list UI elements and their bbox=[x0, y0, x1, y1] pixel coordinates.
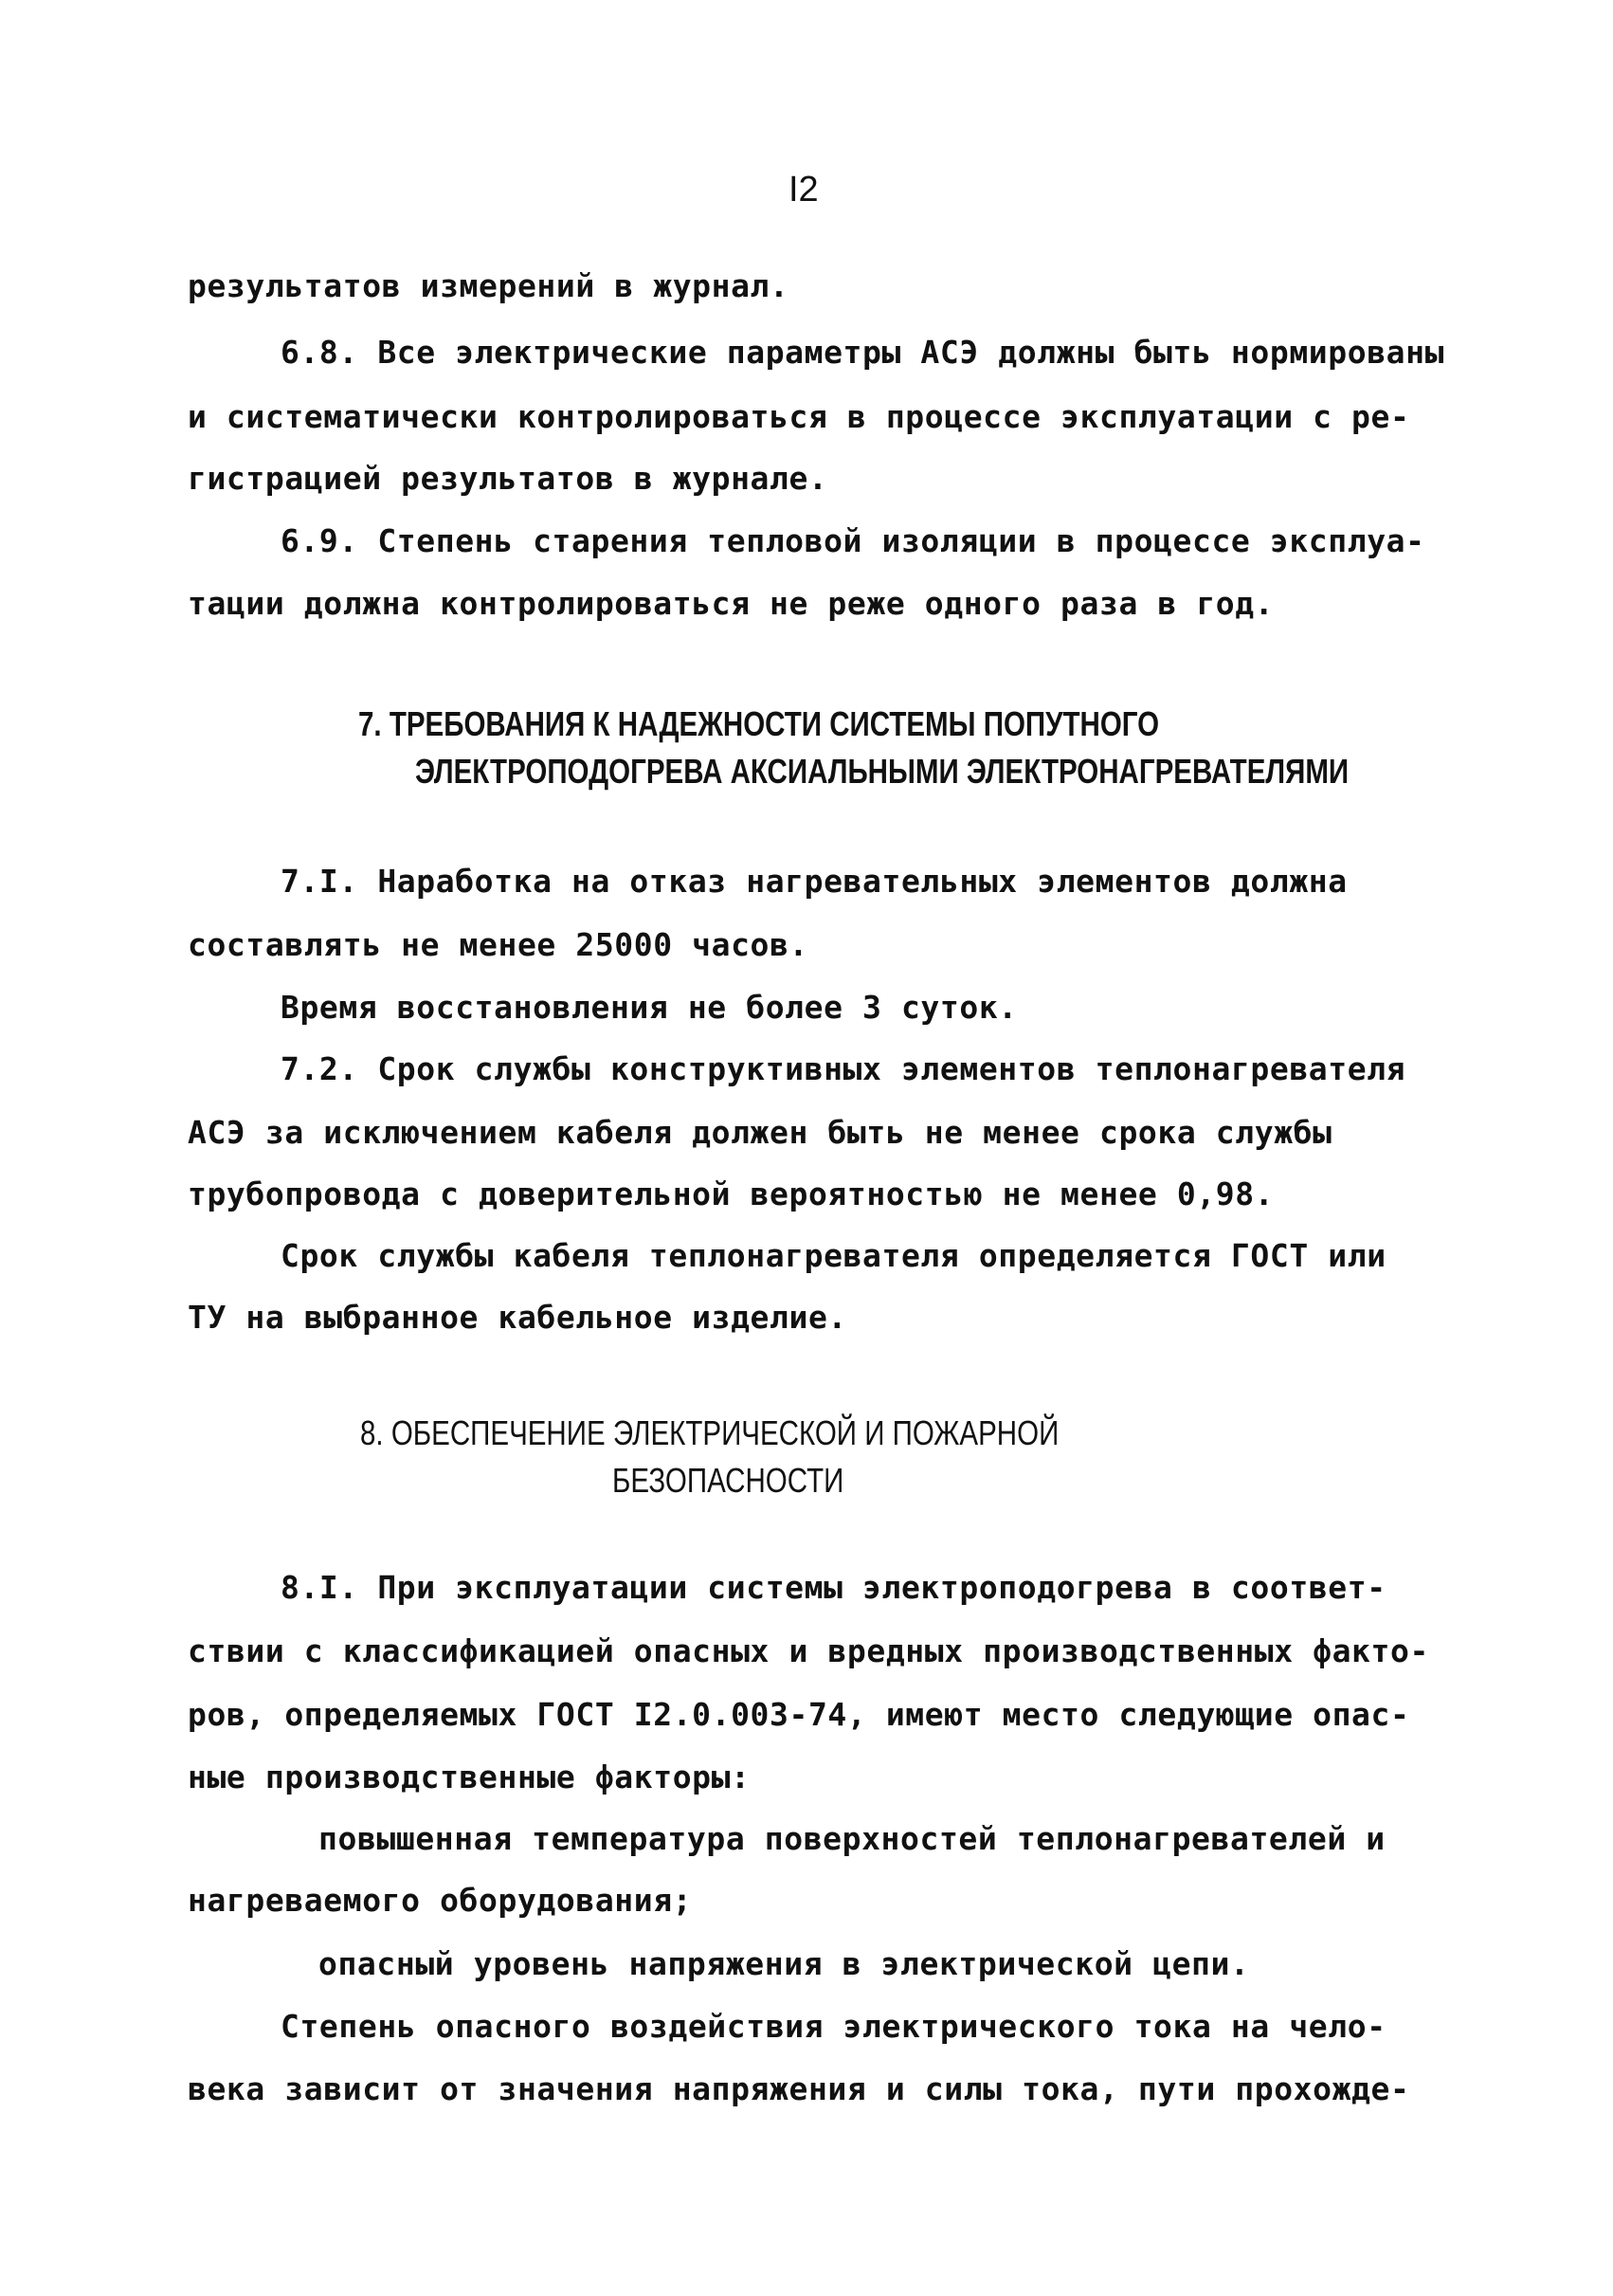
text-line: ные производственные факторы: bbox=[188, 1758, 751, 1795]
text-line: 7.2. Срок службы конструктивных элементов теплонагревателя bbox=[281, 1050, 1406, 1087]
page-number: I2 bbox=[788, 170, 819, 210]
list-item: опасный уровень напряжения в электрической цепи. bbox=[318, 1945, 1250, 1982]
text-line: века зависит от значения напряжения и силы тока, пути прохожде- bbox=[188, 2070, 1410, 2107]
section-heading: ЭЛЕКТРОПОДОГРЕВА АКСИАЛЬНЫМИ ЭЛЕКТРОНАГРЕВАТЕЛЯМИ bbox=[415, 752, 1350, 791]
text-line: гистрацией результатов в журнале. bbox=[188, 460, 828, 497]
section-heading: 8. ОБЕСПЕЧЕНИЕ ЭЛЕКТРИЧЕСКОЙ И ПОЖАРНОЙ bbox=[360, 1413, 1060, 1452]
list-item: повышенная температура поверхностей теплонагревателей и bbox=[318, 1820, 1386, 1857]
text-line: 8.I. При эксплуатации системы электроподогрева в соответ- bbox=[281, 1569, 1386, 1606]
text-line: 6.8. Все электрические параметры АСЭ должны быть нормированы bbox=[281, 334, 1445, 371]
text-line: Срок службы кабеля теплонагревателя определяется ГОСТ или bbox=[281, 1237, 1386, 1274]
text-line: ров, определяемых ГОСТ I2.0.003-74, имеют место следующие опас- bbox=[188, 1696, 1410, 1733]
text-line: тации должна контролироваться не реже одного раза в год. bbox=[188, 585, 1275, 622]
text-line: трубопровода с доверительной вероятностью не менее 0,98. bbox=[188, 1175, 1275, 1212]
text-line: нагреваемого оборудования; bbox=[188, 1882, 693, 1919]
text-line: 7.I. Наработка на отказ нагревательных элементов должна bbox=[281, 863, 1348, 900]
text-line: ствии с классификацией опасных и вредных производственных факто- bbox=[188, 1632, 1429, 1669]
text-line: АСЭ за исключением кабеля должен быть не менее срока службы bbox=[188, 1114, 1332, 1151]
text-line: составлять не менее 25000 часов. bbox=[188, 926, 808, 963]
section-heading: 7. ТРЕБОВАНИЯ К НАДЕЖНОСТИ СИСТЕМЫ ПОПУТНОГО bbox=[358, 704, 1160, 743]
text-line: ТУ на выбранное кабельное изделие. bbox=[188, 1299, 847, 1336]
text-line: 6.9. Степень старения тепловой изоляции в процессе эксплуа- bbox=[281, 522, 1425, 559]
text-line: Время восстановления не более 3 суток. bbox=[281, 989, 1018, 1026]
text-line: Степень опасного воздействия электрического тока на чело- bbox=[281, 2008, 1386, 2045]
text-line: результатов измерений в журнал. bbox=[188, 267, 789, 304]
section-heading: БЕЗОПАСНОСТИ bbox=[612, 1461, 844, 1500]
text-line: и систематически контролироваться в процессе эксплуатации с ре- bbox=[188, 398, 1410, 435]
